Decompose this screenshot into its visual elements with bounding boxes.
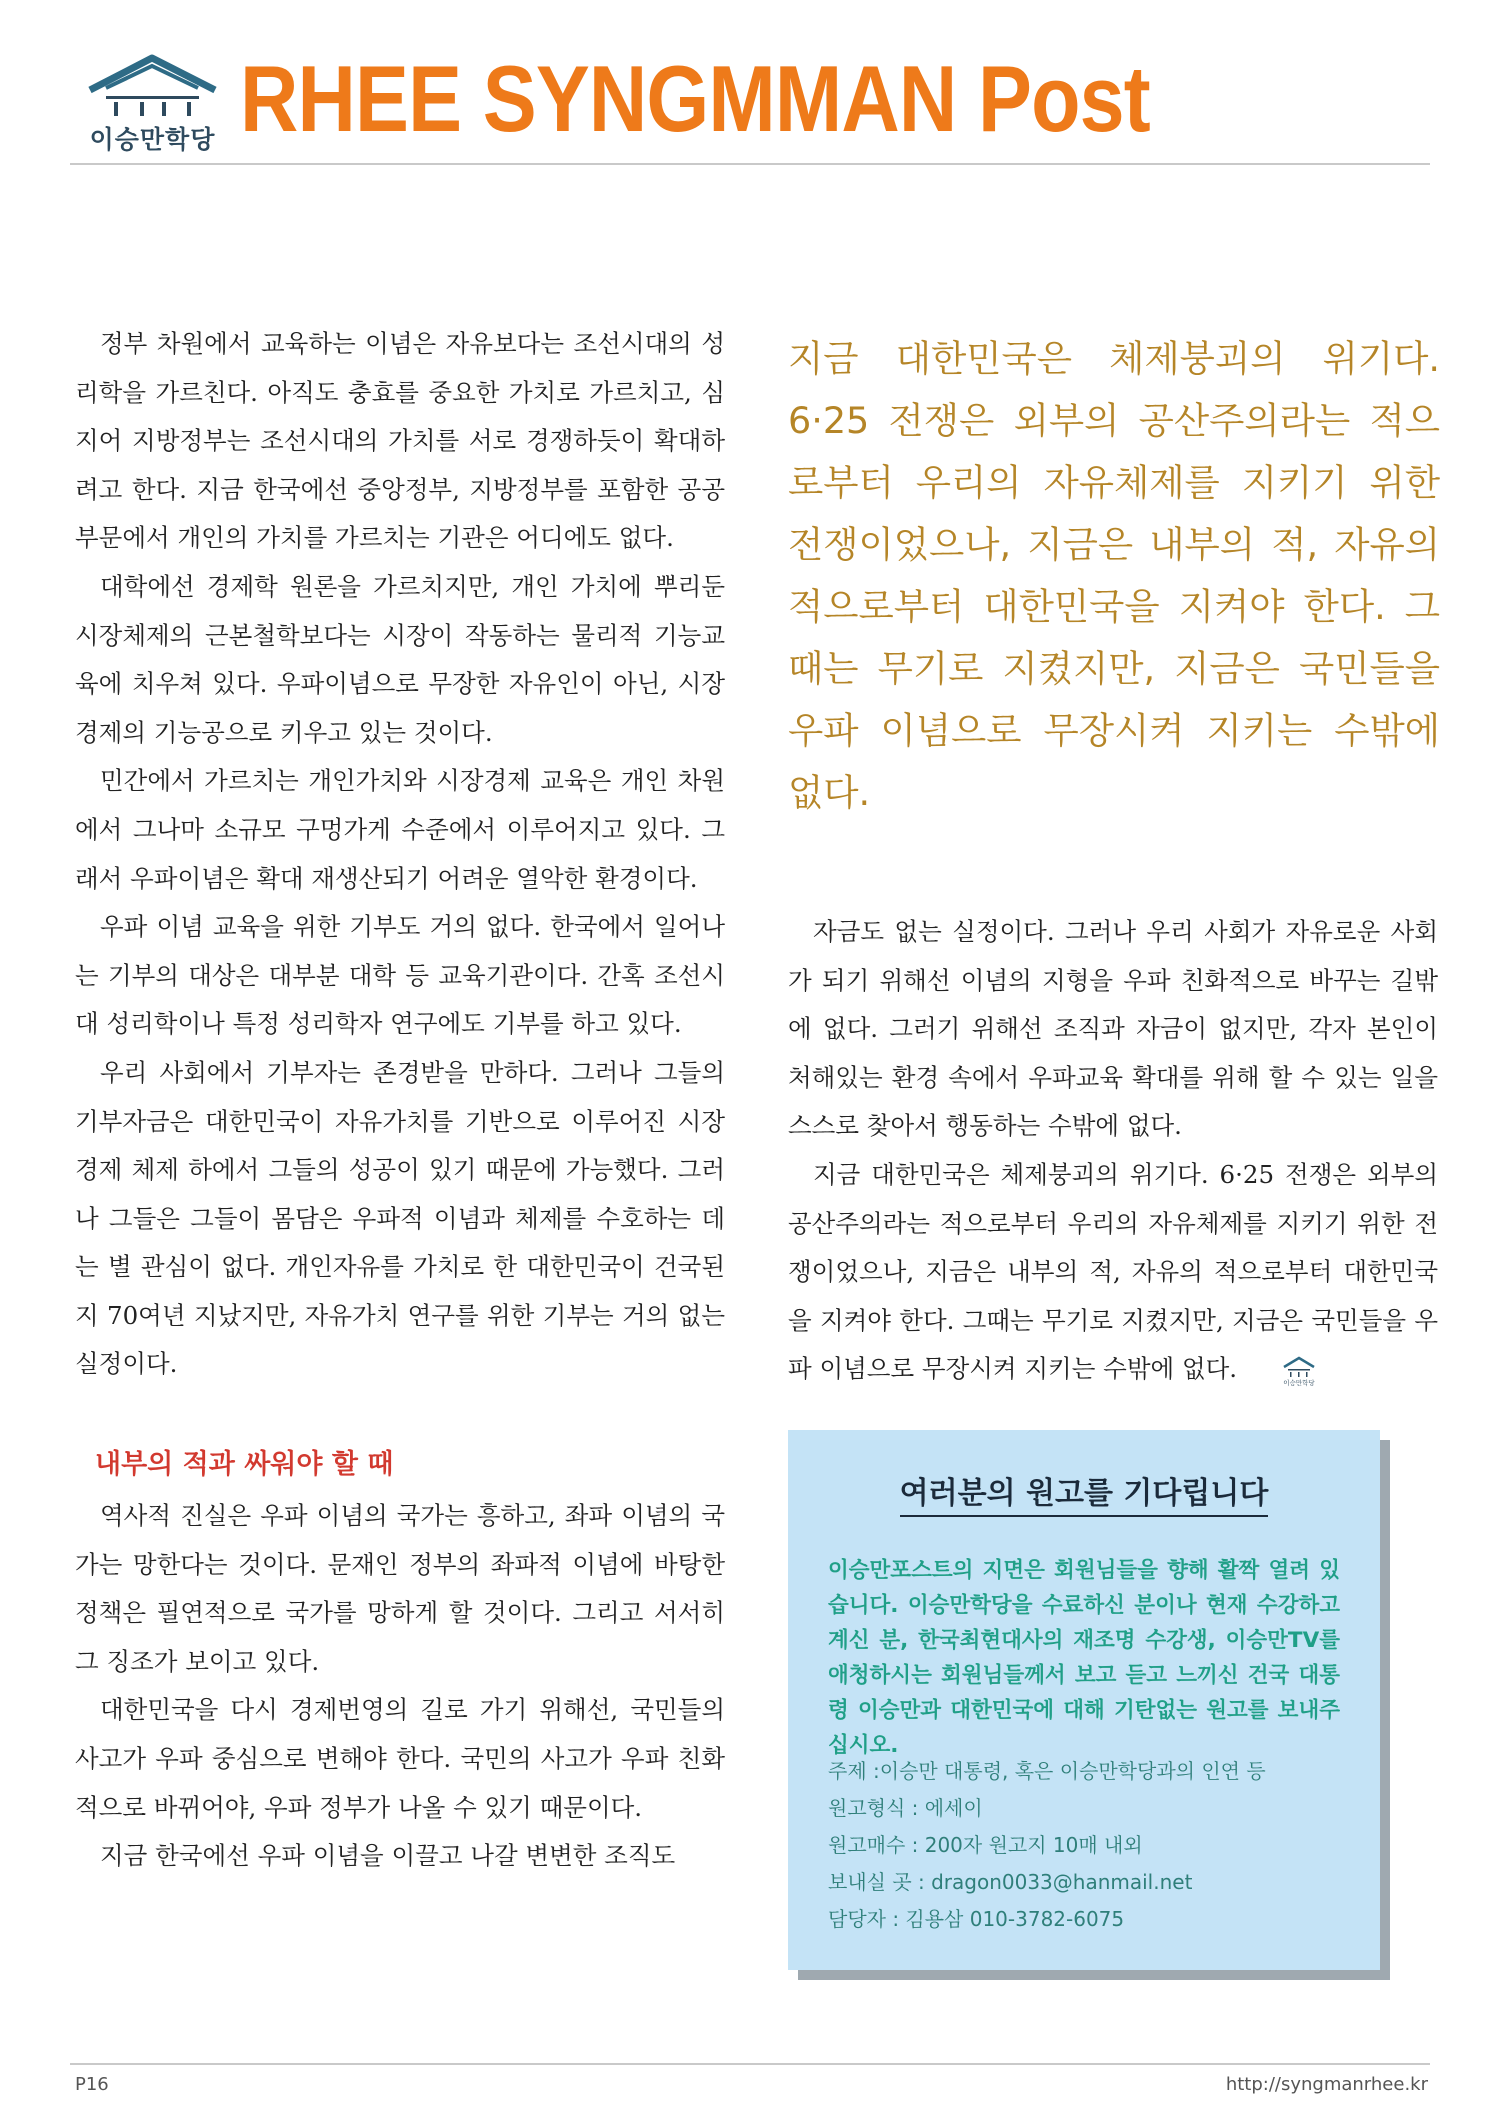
detail-email[interactable]: 보내실 곳 : dragon0033@hanmail.net bbox=[828, 1870, 1193, 1894]
site-url[interactable]: http://syngmanrhee.kr bbox=[1225, 2074, 1428, 2095]
paragraph: 대한민국을 다시 경제번영의 길로 가기 위해선, 국민들의 사고가 우파 중심으로 변해야 한다. 국민의 사고가 우파 친화적으로 바뀌어야, 우파 정부가 나올 수 있기 때문이다. bbox=[75, 1695, 725, 1822]
detail-topic: 주제 :이승만 대통령, 혹은 이승만학당과의 인연 등 bbox=[828, 1759, 1266, 1783]
paragraph: 우리 사회에서 기부자는 존경받을 만하다. 그러나 그들의 기부자금은 대한민국이 자유가치를 기반으로 이루어진 시장경제 체제 하에서 그들의 성공이 있기 때문에 가능했다. 그러나 그들은 그들이 몸담은 우파적 이념과 체제를 수호하는 데는 별 관심이 없다. 개인자유를 가치로 한 대한민국이 건국된 지 70여년 지났지만, 자유가치 연구를 위한 기부는 거의 없는 실정이다. bbox=[75, 1057, 725, 1379]
submission-notice-box bbox=[788, 1430, 1380, 1970]
paragraph bbox=[788, 1151, 1438, 1394]
pull-quote: 지금 대한민국은 체제붕괴의 위기다. 6·25 전쟁은 외부의 공산주의라는 적으로부터 우리의 자유체제를 지키기 위한 전쟁이었으나, 지금은 내부의 적, 자유의 적으로부터 대한민국을 지켜야 한다. 그때는 무기로 지켰지만, 지금은 국민들을 우파 이념으로 무장시켜 지키는 수밖에 없다. bbox=[788, 337, 1440, 814]
end-mark-icon bbox=[1255, 1355, 1315, 1387]
left-column bbox=[75, 320, 725, 1881]
paragraph: 자금도 없는 실정이다. 그러나 우리 사회가 자유로운 사회가 되기 위해선 이념의 지형을 우파 친화적으로 바꾸는 길밖에 없다. 그러기 위해선 조직과 자금이 없지만, 각자 본인이 처해있는 환경 속에서 우파교육 확대를 위해 할 수 있는 일을 스스로 찾아서 행동하는 수밖에 없다. bbox=[788, 917, 1438, 1141]
notice-title bbox=[788, 1468, 1380, 1512]
right-column bbox=[788, 908, 1438, 1394]
masthead-title: RHEE SYNGMMAN Post bbox=[240, 46, 1150, 151]
logo bbox=[70, 50, 235, 155]
paragraph: 지금 한국에선 우파 이념을 이끌고 나갈 변변한 조직도 bbox=[100, 1841, 676, 1871]
paragraph-text: 지금 대한민국은 체제붕괴의 위기다. 6·25 전쟁은 외부의 공산주의라는 적으로부터 우리의 자유체제를 지키기 위한 전쟁이었으나, 지금은 내부의 적, 자유의 적으로부터 대한민국을 지켜야 한다. 그때는 무기로 지켰지만, 지금은 국민들을 우파 이념으로 무장시켜 지키는 수밖에 없다. bbox=[788, 1159, 1438, 1384]
paragraph: 민간에서 가르치는 개인가치와 시장경제 교육은 개인 차원에서 그나마 소규모 구멍가게 수준에서 이루어지고 있다. 그래서 우파이념은 확대 재생산되기 어려운 열악한 환경이다. bbox=[75, 766, 725, 893]
hall-icon bbox=[70, 50, 235, 120]
notice-details bbox=[828, 1753, 1340, 1938]
detail-contact: 담당자 : 김용삼 010-3782-6075 bbox=[828, 1907, 1125, 1931]
page-number: P16 bbox=[75, 2074, 109, 2095]
bottom-divider bbox=[70, 2063, 1430, 2065]
detail-format: 원고형식 : 에세이 bbox=[828, 1796, 983, 1820]
paragraph: 역사적 진실은 우파 이념의 국가는 흥하고, 좌파 이념의 국가는 망한다는 것이다. 문재인 정부의 좌파적 이념에 바탕한 정책은 필연적으로 국가를 망하게 할 것이다. 그리고 서서히 그 징조가 보이고 있다. bbox=[75, 1501, 725, 1676]
paragraph: 정부 차원에서 교육하는 이념은 자유보다는 조선시대의 성리학을 가르친다. 아직도 충효를 중요한 가치로 가르치고, 심지어 지방정부는 조선시대의 가치를 서로 경쟁하듯이 확대하려고 한다. 지금 한국에선 중앙정부, 지방정부를 포함한 공공부문에서 개인의 가치를 가르치는 기관은 어디에도 없다. bbox=[75, 329, 725, 553]
detail-length: 원고매수 : 200자 원고지 10매 내외 bbox=[828, 1833, 1143, 1857]
notice-body: 이승만포스트의 지면은 회원님들을 향해 활짝 열려 있습니다. 이승만학당을 수료하신 분이나 현재 수강하고 계신 분, 한국최현대사의 재조명 수강생, 이승만TV를 애청하시는 회원님들께서 보고 듣고 느끼신 건국 대통령 이승만과 대한민국에 대해 기탄없는 원고를 보내주십시오. bbox=[828, 1558, 1340, 1758]
top-divider bbox=[70, 163, 1430, 165]
paragraph: 우파 이념 교육을 위한 기부도 거의 없다. 한국에서 일어나는 기부의 대상은 대부분 대학 등 교육기관이다. 간혹 조선시대 성리학이나 특정 성리학자 연구에도 기부를 하고 있다. bbox=[75, 912, 725, 1039]
section-subheading: 내부의 적과 싸워야 할 때 bbox=[95, 1449, 394, 1481]
notice-title-text: 여러분의 원고를 기다립니다 bbox=[900, 1476, 1269, 1517]
end-mark-text: 이승만학당 bbox=[1283, 1378, 1315, 1387]
logo-text: 이승만학당 bbox=[89, 125, 216, 154]
paragraph: 대학에선 경제학 원론을 가르치지만, 개인 가치에 뿌리둔 시장체제의 근본철학보다는 시장이 작동하는 물리적 기능교육에 치우쳐 있다. 우파이념으로 무장한 자유인이 아닌, 시장경제의 기능공으로 키우고 있는 것이다. bbox=[75, 571, 725, 747]
